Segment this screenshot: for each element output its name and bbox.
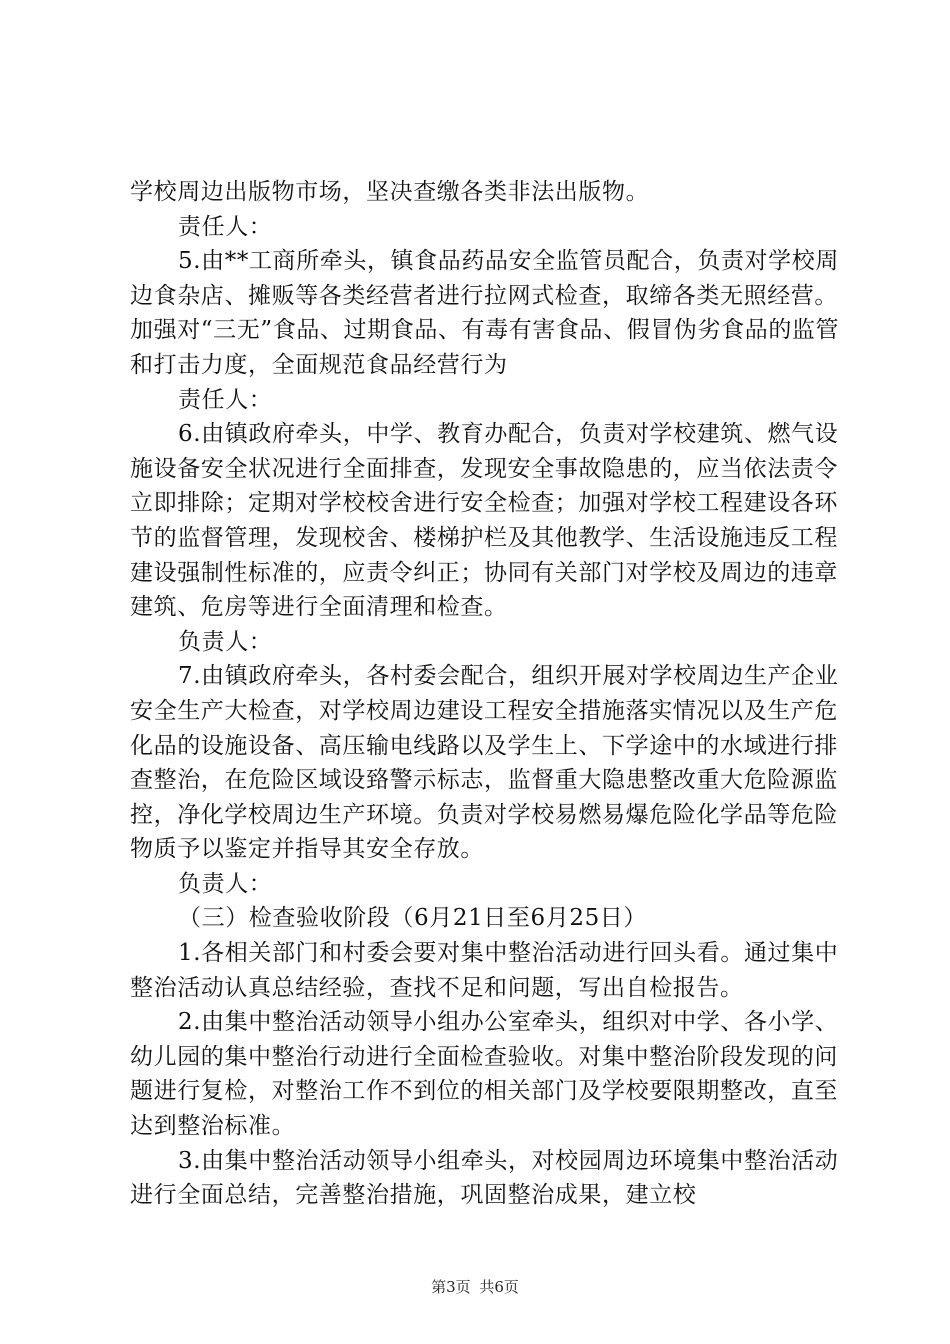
page-total: 共6页: [479, 1278, 519, 1296]
page-number: 第3页: [431, 1278, 471, 1296]
paragraph: 责任人：: [178, 213, 273, 240]
paragraph: 3.由集中整治活动领导小组牵头，对校园周边环境集中整治活动进行全面总结，完善整治措施，巩固整治成果，建立校: [130, 1147, 839, 1209]
paragraph: 7.由镇政府牵头，各村委会配合，组织开展对学校周边生产企业安全生产大检查，对学校周边建设工程安全措施落实情况以及生产危化品的设施设备、高压输电线路以及学生上、下学途中的水域进行排查整治，在危险区域设臵警示标志，监督重大隐患整改重大危险源监控，净化学校周边生产环境。负责对学校易燃易爆危险化学品等危险物质予以鉴定并指导其安全存放。: [130, 663, 839, 863]
paragraph: 责任人：: [178, 386, 273, 413]
paragraph: 学校周边出版物市场，坚决查缴各类非法出版物。: [130, 179, 650, 205]
paragraph: 5.由**工商所牵头，镇食品药品安全监管员配合，负责对学校周边食杂店、摊贩等各类经营者进行拉网式检查，取缔各类无照经营。加强对“三无”食品、过期食品、有毒有害食品、假冒伪劣食品的监管和打击力度，全面规范食品经营行为: [130, 248, 840, 378]
paragraph: 负责人：: [178, 870, 273, 897]
page-footer: [0, 1276, 950, 1297]
paragraph: 2.由集中整治活动领导小组办公室牵头，组织对中学、各小学、幼儿园的集中整治行动进行全面检查验收。对集中整治阶段发现的问题进行复检，对整治工作不到位的相关部门及学校要限期整改，直至达到整治标准。: [130, 1009, 839, 1140]
paragraph: （三）检查验收阶段（6月21日至6月25日）: [178, 905, 647, 932]
paragraph: 6.由镇政府牵头，中学、教育办配合，负责对学校建筑、燃气设施设备安全状况进行全面排查，发现安全事故隐患的，应当依法责令立即排除；定期对学校校舍进行安全检查；加强对学校工程建设各环节的监督管理，发现校舍、楼梯护栏及其他教学、生活设施违反工程建设强制性标准的，应责令纠正；协同有关部门对学校及周边的违章建筑、危房等进行全面清理和检查。: [130, 421, 839, 621]
paragraph: 负责人：: [178, 628, 273, 655]
document-body: [130, 175, 850, 1213]
paragraph: 1.各相关部门和村委会要对集中整治活动进行回头看。通过集中整治活动认真总结经验，查找不足和问题，写出自检报告。: [130, 940, 839, 1001]
